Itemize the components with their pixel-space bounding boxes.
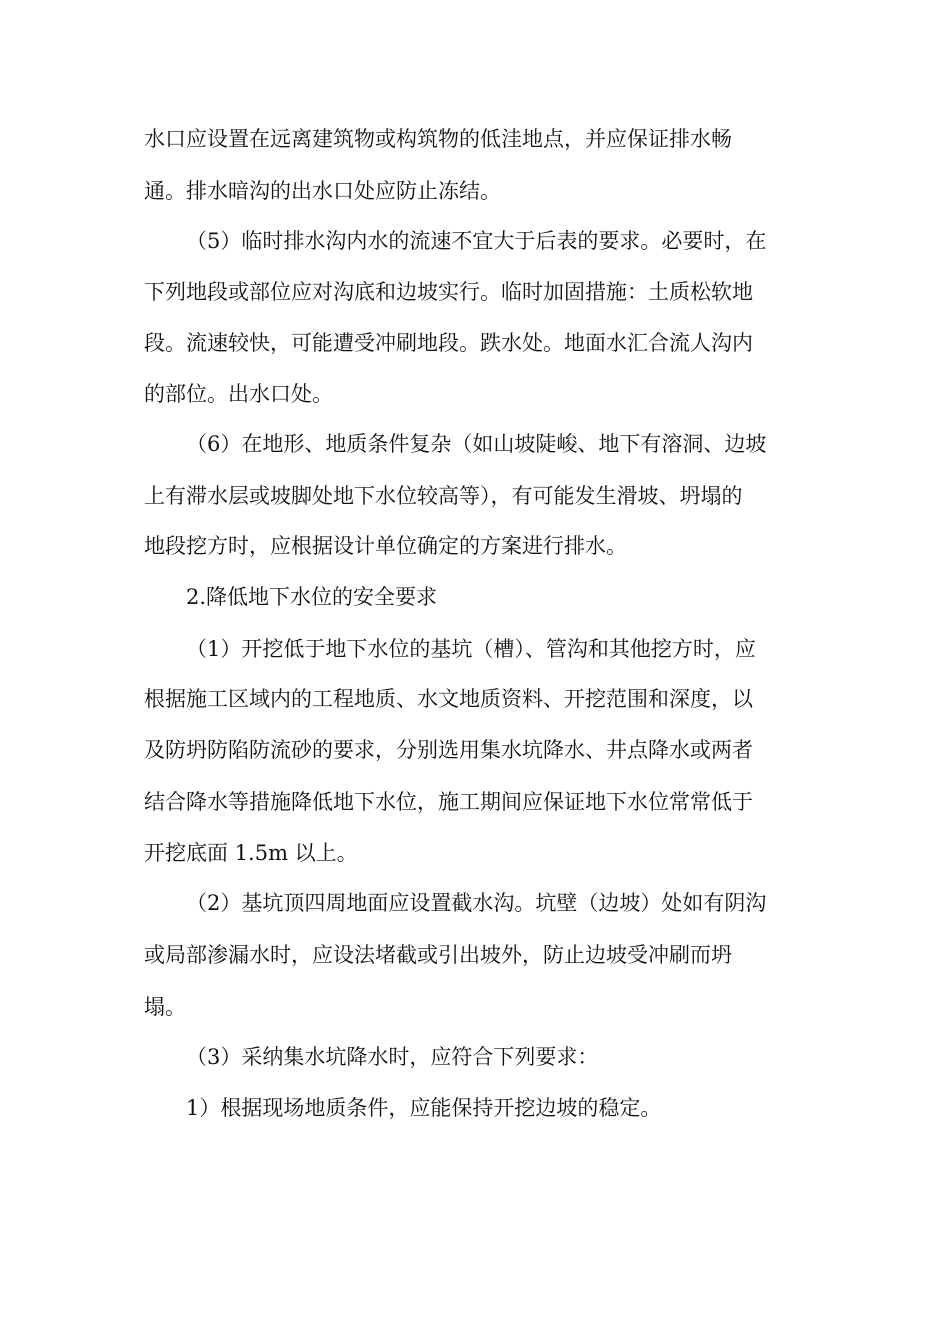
paragraph-line: 结合降水等措施降低地下水位，施工期间应保证地下水位常常低于 — [144, 790, 753, 814]
paragraph-line: 通。排水暗沟的出水口处应防止冻结。 — [144, 179, 501, 203]
paragraph-line: 水口应设置在远离建筑物或构筑物的低洼地点，并应保证排水畅 — [144, 127, 732, 151]
paragraph-line: （2）基坑顶四周地面应设置截水沟。坑壁（边坡）处如有阴沟 — [186, 891, 767, 915]
paragraph-line: 开挖底面 1.5m 以上。 — [144, 841, 358, 865]
paragraph-line: 塌。 — [144, 995, 186, 1019]
paragraph-line: （5）临时排水沟内水的流速不宜大于后表的要求。必要时，在 — [186, 229, 767, 253]
paragraph-line: 的部位。出水口处。 — [144, 382, 333, 406]
paragraph-line: 上有滞水层或坡脚处地下水位较高等），有可能发生滑坡、坍塌的 — [144, 484, 743, 508]
paragraph-line: 段。流速较快，可能遭受冲刷地段。跌水处。地面水汇合流人沟内 — [144, 331, 753, 355]
paragraph-line: 1）根据现场地质条件，应能保持开挖边坡的稳定。 — [186, 1096, 662, 1120]
paragraph-line: （3）采纳集水坑降水时，应符合下列要求： — [186, 1045, 599, 1069]
paragraph-line: （6）在地形、地质条件复杂（如山坡陡峻、地下有溶洞、边坡 — [186, 432, 767, 456]
paragraph-line: （1）开挖低于地下水位的基坑（槽）、管沟和其他挖方时，应 — [186, 637, 756, 661]
paragraph-line: 根据施工区域内的工程地质、水文地质资料、开挖范围和深度，以 — [144, 687, 753, 711]
paragraph-line: 或局部渗漏水时，应设法堵截或引出坡外，防止边坡受冲刷而坍 — [144, 943, 732, 967]
paragraph-line: 地段挖方时，应根据设计单位确定的方案进行排水。 — [144, 534, 627, 558]
section-heading: 2.降低地下水位的安全要求 — [186, 585, 438, 609]
paragraph-line: 及防坍防陷防流砂的要求，分别选用集水坑降水、井点降水或两者 — [144, 738, 753, 762]
paragraph-line: 下列地段或部位应对沟底和边坡实行。临时加固措施：土质松软地 — [144, 280, 753, 304]
